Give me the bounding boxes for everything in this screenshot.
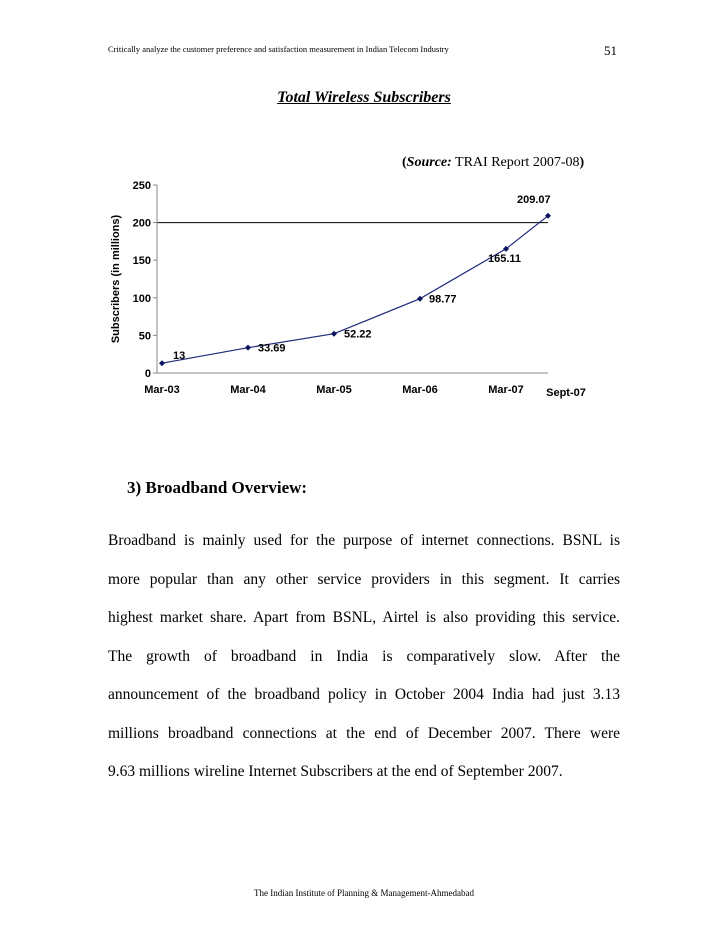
x-tick-label: Mar-07 (488, 384, 524, 396)
y-tick-label: 200 (132, 217, 151, 230)
figure-source: (Source: TRAI Report 2007-08) (402, 155, 585, 170)
series-line (162, 216, 548, 363)
paragraph-line: 9.63 millions wireline Internet Subscribers at the end of September 2007. (108, 763, 563, 780)
x-tick-label: Mar-03 (144, 384, 180, 396)
paragraph-line: highest market share. Apart from BSNL, Airtel is also providing this service. (108, 609, 620, 626)
chart-axes (153, 185, 548, 373)
x-tick-label: Mar-06 (402, 384, 438, 396)
source-text: TRAI Report 2007-08 (455, 155, 580, 170)
source-label: Source: (406, 155, 452, 170)
paragraph-line: The growth of broadband in India is comparatively slow. After the (108, 647, 620, 665)
x-tick-labels (144, 384, 586, 399)
running-header: Critically analyze the customer preference and satisfaction measurement in Indian Telecom Industry (108, 44, 449, 54)
subscribers-line-chart (0, 0, 728, 420)
y-tick-label: 150 (132, 255, 151, 268)
paragraph-line: more popular than any other service providers in this segment. It carries (108, 570, 620, 588)
data-markers (159, 213, 551, 366)
data-labels (173, 194, 551, 362)
data-label: 98.77 (429, 293, 457, 306)
data-point-marker (331, 331, 337, 337)
x-tick-label: Mar-04 (230, 384, 266, 396)
y-tick-label: 250 (132, 180, 151, 192)
paragraph-line: announcement of the broadband policy in October 2004 India had just 3.13 (108, 686, 620, 703)
data-point-marker (245, 345, 251, 351)
figure-title: Total Wireless Subscribers (277, 89, 451, 106)
series-line-group (162, 216, 548, 363)
data-label: 52.22 (344, 328, 372, 341)
y-axis-label: Subscribers (in millions) (110, 214, 122, 344)
data-label: 33.69 (258, 342, 286, 355)
y-tick-label: 50 (138, 330, 151, 343)
body-paragraph (108, 522, 620, 792)
paragraph-line: Broadband is mainly used for the purpose of internet connections. BSNL is (108, 532, 620, 549)
y-tick-labels (133, 180, 151, 380)
data-label: 13 (173, 350, 186, 363)
data-label: 165.11 (488, 252, 522, 265)
y-axis-title (110, 214, 122, 343)
paragraph-line: millions broadband connections at the end of December 2007. There were (108, 724, 620, 742)
data-point-marker (159, 360, 165, 366)
data-label: 209.07 (517, 193, 551, 206)
data-point-marker (417, 296, 423, 302)
y-tick-label: 100 (132, 292, 151, 305)
page-number: 51 (604, 43, 617, 58)
section-heading: 3) Broadband Overview: (127, 478, 308, 497)
y-tick-label: 0 (144, 368, 151, 380)
page-footer: The Indian Institute of Planning & Management-Ahmedabad (254, 888, 474, 898)
x-tick-label: Mar-05 (316, 384, 352, 396)
x-tick-label: Sept-07 (546, 387, 586, 399)
